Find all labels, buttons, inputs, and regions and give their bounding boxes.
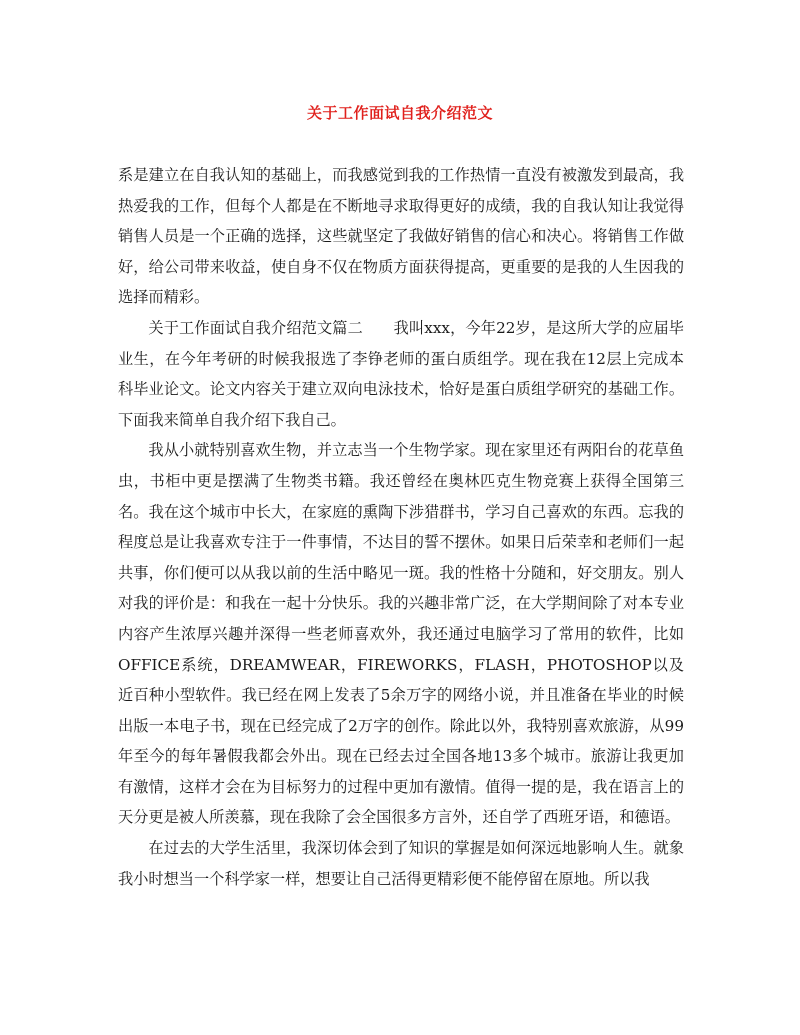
paragraph-university-life: 在过去的大学生活里，我深切体会到了知识的掌握是如何深远地影响人生。就象我小时想当一个科学家一样，想要让自己活得更精彩便不能停留在原地。所以我 (118, 839, 684, 888)
document-title: 关于工作面试自我介绍范文 (306, 104, 493, 122)
paragraph-interests: 我从小就特别喜欢生物，并立志当一个生物学家。现在家里还有两阳台的花草鱼虫，书柜中更是摆满了生物类书籍。我还曾经在奥林匹克生物竞赛上获得全国第三名。我在这个城市中长大，在家庭的熏陶下涉猎群书，学习自己喜欢的东西。忘我的程度总是让我喜欢专注于一件事情，不达目的誓不摆休。如果日后荣幸和老师们一起共事，你们便可以从我以前的生活中略见一斑。我的性格十分随和，好交朋友。别人对我的评价是：和我在一起十分快乐。我的兴趣非常广泛，在大学期间除了对本专业内容产生浓厚兴趣并深得一些老师喜欢外，我还通过电脑学习了常用的软件，比如OFFICE系统，DREAMWEAR，FIREWORKS，FLASH，PHOTOSHOP以及近百种小型软件。我已经在网上发表了5余万字的网络小说，并且准备在毕业的时候出版一本电子书，现在已经完成了2万字的创作。除此以外，我特别喜欢旅游，从99年至今的每年暑假我都会外出。现在已经去过全国各地13多个城市。旅游让我更加有激情，这样才会在为目标努力的过程中更加有激情。值得一提的是，我在语言上的天分更是被人所羡慕，现在我除了会全国很多方言外，还自学了西班牙语，和德语。 (118, 441, 684, 827)
paragraph-continuation: 系是建立在自我认知的基础上，而我感觉到我的工作热情一直没有被激发到最高，我热爱我的工作，但每个人都是在不断地寻求取得更好的成绩，我的自我认知让我觉得销售人员是一个正确的选择，这些就坚定了我做好销售的信心和决心。将销售工作做好，给公司带来收益，使自身不仅在物质方面获得提高，更重要的是我的人生因我的选择而精彩。 (118, 166, 684, 307)
document-body (118, 160, 684, 894)
paragraph-self-introduction: 关于工作面试自我介绍范文篇二 我叫xxx，今年22岁，是这所大学的应届毕业生，在今年考研的时候我报选了李铮老师的蛋白质组学。现在我在12层上完成本科毕业论文。论文内容关于建立双向电泳技术，恰好是蛋白质组学研究的基础工作。下面我来简单自我介绍下我自己。 (118, 318, 684, 429)
